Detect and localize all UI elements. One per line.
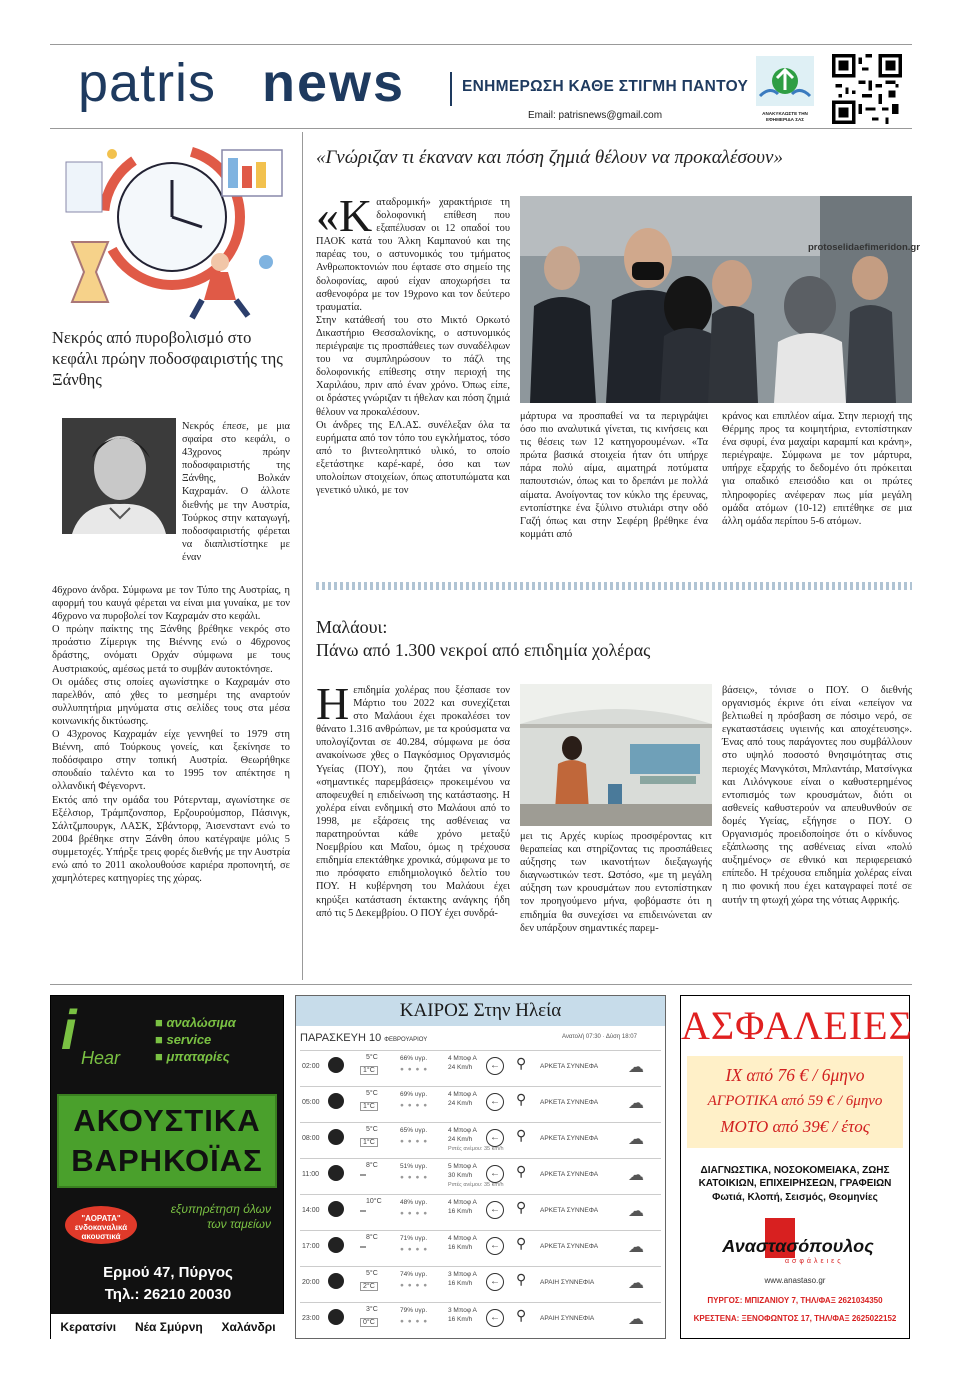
clock-icon xyxy=(328,1273,344,1289)
weather-row xyxy=(300,1158,661,1192)
ihear-logo-hear: Hear xyxy=(81,1048,121,1068)
wind-turbine-icon: ⚲ xyxy=(516,1235,527,1251)
malawi-dropcap: Η xyxy=(316,678,350,729)
ihear-line2: ΒΑΡΗΚΟΪΑΣ xyxy=(71,1143,263,1178)
weather-feels: 1°C xyxy=(360,1138,378,1147)
tagline-divider xyxy=(450,72,452,106)
weather-kmh: 24 Km/h xyxy=(448,1136,473,1143)
left-article-title[interactable]: Νεκρός από πυροβολισμό στο κεφάλι πρώην ποδοσφαιριστής της Ξάνθης xyxy=(52,328,283,389)
weather-gust: Ριπές ανέμου: 35 km/h xyxy=(448,1182,504,1188)
weather-desc: ΑΡΑΙΗ ΣΥΝΝΕΦΙΑ xyxy=(540,1279,595,1286)
weather-desc: ΑΡΚΕΤΑ ΣΥΝΝΕΦΑ xyxy=(540,1243,599,1250)
wind-turbine-icon: ⚲ xyxy=(516,1055,527,1071)
cloud-icon: ☁ xyxy=(628,1167,644,1184)
weather-box xyxy=(295,995,666,1339)
weather-row xyxy=(300,1086,661,1120)
weather-wind: 4 Μποφ Α xyxy=(448,1127,477,1134)
cloud-icon: ☁ xyxy=(628,1311,644,1328)
time-management-illustration xyxy=(52,132,292,322)
raindrops-icon: ● ● ● ● xyxy=(400,1102,429,1109)
weather-wind: 4 Μποφ Α xyxy=(448,1055,477,1062)
weather-row xyxy=(300,1194,661,1228)
weather-feels xyxy=(360,1174,366,1176)
masthead-email[interactable]: Email: patrisnews@gmail.com xyxy=(528,110,663,121)
wind-arrow-icon: ← xyxy=(486,1057,504,1075)
weather-time: 14:00 xyxy=(302,1207,320,1214)
insurance-risks: Φωτιά, Κλοπή, Σεισμός, Θεομηνίες xyxy=(712,1192,878,1203)
weather-desc: ΑΡΑΙΗ ΣΥΝΝΕΦΙΑ xyxy=(540,1315,595,1322)
weather-wind: 4 Μποφ Α xyxy=(448,1091,477,1098)
wind-arrow-icon: ← xyxy=(486,1129,504,1147)
weather-day: ΠΑΡΑΣΚΕΥΗ 10 ΦΕΒΡΟΥΑΡΙΟΥ xyxy=(300,1032,428,1044)
insurance-services: ΔΙΑΓΝΩΣΤΙΚΑ, ΝΟΣΟΚΟΜΕΙΑΚΑ, ΖΩΗΣ ΚΑΤΟΙΚΙΩΝ, ΕΠΙΧΕΙΡΗΣΕΩΝ, ΓΡΑΦΕΙΩΝ xyxy=(698,1165,892,1189)
clock-icon xyxy=(328,1201,344,1217)
cloud-icon: ☁ xyxy=(628,1275,644,1292)
clock-icon xyxy=(328,1093,344,1109)
ihear-phone[interactable]: Τηλ.: 26210 20030 xyxy=(104,1286,232,1303)
logo-patris: patris xyxy=(78,53,217,113)
insurance-brand-sub: ασφάλειες xyxy=(785,1258,844,1265)
weather-kmh: 16 Km/h xyxy=(448,1244,473,1251)
weather-temp: 5°C xyxy=(366,1270,378,1277)
weather-wind: 3 Μποφ Α xyxy=(448,1307,477,1314)
weather-humidity: 74% υγρ. xyxy=(400,1271,428,1278)
wind-arrow-icon: ← xyxy=(486,1273,504,1291)
malawi-headline[interactable] xyxy=(316,616,650,662)
insurance-title: ΑΣΦΑΛΕΙΕΣ xyxy=(681,1003,913,1048)
recycle-caption: ΑΝΑΚΥΚΛΩΣΤΕ ΤΗΝ ΕΦΗΜΕΡΙΔΑ ΣΑΣ xyxy=(762,111,808,122)
ihear-branches: Κερατσίνι Νέα Σμύρνη Χαλάνδρι xyxy=(51,1314,285,1340)
left-article-narrow-text: Νεκρός έπεσε, με μια σφαίρα στο κεφάλι, ο 43χρονος πρώην ποδοσφαιριστής της Ξάνθης, Βολκάν Καχραμάν. Ο άλλοτε διεθνής με την Αυστρία, Τούρκος στην καταγωγή, ποδοσφαιριστής φέρεται να διαπλιστίστηκε με έναν xyxy=(182,421,290,563)
arrest-photo xyxy=(520,196,912,403)
malawi-col2: μει τις Αρχές κυρίως προσφέροντας κιτ θεραπείας και στηρίζοντας τις προσπάθειες αύξησης των ικανοτήτων διεξαγωγής διαγνωστικών τεστ. Ωστόσο, «με τη μεγάλη αύξηση των κρουσμάτων που εντοπίστηκαν τον προηγούμενο μήνα, φοβόμαστε ότι η επιδημία θα συνεχίσει να επιδεινώνεται αν δεν υπάρξουν σημαντικές παρεμ- xyxy=(520,831,712,934)
clock-icon xyxy=(328,1309,344,1325)
weather-humidity: 71% υγρ. xyxy=(400,1235,428,1242)
wind-arrow-icon: ← xyxy=(486,1201,504,1219)
insurance-site[interactable]: www.anastaso.gr xyxy=(764,1276,826,1285)
ihear-badge: "ΑΟΡΑΤΑ" ενδοκαναλικά ακουστικά xyxy=(65,1206,137,1244)
wind-arrow-icon: ← xyxy=(486,1165,504,1183)
cloud-icon: ☁ xyxy=(628,1131,644,1148)
column-divider xyxy=(302,132,303,980)
weather-kmh: 30 Km/h xyxy=(448,1172,473,1179)
ihear-ad[interactable] xyxy=(50,995,284,1339)
weather-wind: 5 Μποφ Α xyxy=(448,1163,477,1170)
weather-kmh: 16 Km/h xyxy=(448,1208,473,1215)
weather-feels xyxy=(360,1246,366,1248)
weather-desc: ΑΡΚΕΤΑ ΣΥΝΝΕΦΑ xyxy=(540,1099,599,1106)
main-article-headline[interactable]: «Γνώριζαν τι έκαναν και πόση ζημιά θέλουν να προκαλέσουν» xyxy=(316,147,783,168)
weather-temp: 5°C xyxy=(366,1126,378,1133)
weather-humidity: 79% υγρ. xyxy=(400,1307,428,1314)
weather-row xyxy=(300,1050,661,1084)
cloud-icon: ☁ xyxy=(628,1095,644,1112)
wind-turbine-icon: ⚲ xyxy=(516,1091,527,1107)
qr-code-icon[interactable] xyxy=(832,54,902,124)
weather-row xyxy=(300,1122,661,1156)
masthead-tagline: ΕΝΗΜΕΡΩΣΗ ΚΑΘΕ ΣΤΙΓΜΗ ΠΑΝΤΟΥ xyxy=(462,78,749,95)
logo-news: news xyxy=(262,53,406,113)
ihear-green-panel xyxy=(57,1094,277,1188)
insurance-offers: ΙΧ από 76 € / 6μηνο ΑΓΡΟΤΙΚΑ από 59 € / 6μηνο ΜΟΤΟ από 39€ / έτος xyxy=(687,1056,903,1148)
weather-humidity: 48% υγρ. xyxy=(400,1199,428,1206)
clock-icon xyxy=(328,1057,344,1073)
raindrops-icon: ● ● ● ● xyxy=(400,1282,429,1289)
raindrops-icon: ● ● ● ● xyxy=(400,1318,429,1325)
malawi-headline-line2: Πάνω από 1.300 νεκροί από επιδημία χολέρας xyxy=(316,640,651,660)
wind-arrow-icon: ← xyxy=(486,1093,504,1111)
ihear-logo-i: i xyxy=(61,998,77,1061)
ihear-bullets: ■ αναλώσιμα ■ service ■ μπαταρίες xyxy=(155,1015,236,1064)
weather-sun-times: Ανατολή 07:30 · Δύση 18:07 xyxy=(562,1034,637,1040)
player-portrait xyxy=(62,418,176,534)
cloud-icon: ☁ xyxy=(628,1239,644,1256)
weather-kmh: 16 Km/h xyxy=(448,1280,473,1287)
weather-feels: 1°C xyxy=(360,1066,378,1075)
weather-feels: 2°C xyxy=(360,1282,378,1291)
ihear-line1: ΑΚΟΥΣΤΙΚΑ xyxy=(73,1103,261,1138)
wind-turbine-icon: ⚲ xyxy=(516,1271,527,1287)
main-article-col2: μάρτυρα να προσπαθεί να τα περιγράψει όσο πιο αναλυτικά γίνεται, τις κινήσεις και τις θέσεις των 12 κατηγορουμένων. «Τα πρώτα βασικά στοιχεία ήταν ότι υπήρχε πάρα πολύ αίμα, αιματηρά ποτύματα παπουτσιών, όπως και το δρεπάνι με πολλά αίματα. Ανοίγοντας τον κύκλο της έρευνας, εντοπίστηκε ένα ξύλινο στυλιάρι στην οδό Γαζή όπως και στην Σεφέρη βρέθηκε ένα κομμάτι από xyxy=(520,411,708,540)
weather-feels xyxy=(360,1210,366,1212)
weather-time: 23:00 xyxy=(302,1315,320,1322)
clock-icon xyxy=(328,1129,344,1145)
weather-temp: 3°C xyxy=(366,1306,378,1313)
weather-header xyxy=(296,996,665,1026)
weather-humidity: 65% υγρ. xyxy=(400,1127,428,1134)
weather-wind: 3 Μποφ Α xyxy=(448,1271,477,1278)
weather-gust: Ριπές ανέμου: 35 km/h xyxy=(448,1146,504,1152)
cloud-icon: ☁ xyxy=(628,1203,644,1220)
weather-kmh: 24 Km/h xyxy=(448,1100,473,1107)
raindrops-icon: ● ● ● ● xyxy=(400,1246,429,1253)
main-article-col1: «Κ αταδρομική» χαρακτήρισε τη δολοφονική επίθεση που εξαπέλυσαν οι 12 οπαδοί του ΠΑΟΚ κατά του Άλκη Καμπανού και της παρέας του, ο αστυνομικός του τμήματος Ανθρωποκτονιών που έφτασε στο σημείο της δολοφονίας, αφού είχαν αποχωρήσει τα ασθενοφόρα με τον 19χρονο και τον δεύτερο τραυματία. Στην κατάθεσή του στο Μικτό Ορκωτό Δικαστήριο Θεσσαλονίκης, ο αστυνομικός περιέγραψε τις προσπάθειες των συναδέλφων του να συμπληρώσουν το πάζλ της δολοφονικής επίθεσης στην περιοχή της Χαριλάου, πριν από έναν χρόνο. Όπως είπε, οι δράστες γνώριζαν τι ήθελαν και πόση ζημιά θέλουν να προκαλέσουν. Οι άνδρες της ΕΛ.ΑΣ. συνέλεξαν όλα τα ευρήματα από τον τόπο του εγκλήματος, τόσο από το βιντεοληπτικό υλικό, το οποίο εξετάστηκε καρέ-καρέ, όσο και των υπολοίπων στοιχείων, όπως αποτυπώματα και γενετικό υλικό, με τον xyxy=(316,190,510,497)
weather-time: 08:00 xyxy=(302,1135,320,1142)
weather-humidity: 66% υγρ. xyxy=(400,1055,428,1062)
insurance-address-1: ΠΥΡΓΟΣ: ΜΠΙΖΑΝΙΟΥ 7, ΤΗΛ/ΦΑΞ 2621034350 xyxy=(707,1296,883,1305)
main-article-col3: κράνος και επιπλέον αίμα. Στην περιοχή της Θέρμης προς τα κοιμητήρια, εντοπίστηκαν ένα σφυρί, ένα μαχαίρι καραμπί και κράνη», περιέγραψε. Σύμφωνα με τον μάρτυρα, υπήρχε εξαρχής το δεδομένο ότι πρόκειται για οπαδικό επεισόδιο και οι πρώτες πληροφορίες ανέφεραν πως μία μεγάλη ομάδα ατόμων (10-12) επιτέθηκε σε μια άλλη ομάδα περίπου 5-6 ατόμων. xyxy=(722,411,912,527)
weather-time: 02:00 xyxy=(302,1063,320,1070)
raindrops-icon: ● ● ● ● xyxy=(400,1138,429,1145)
wind-arrow-icon: ← xyxy=(486,1237,504,1255)
raindrops-icon: ● ● ● ● xyxy=(400,1174,429,1181)
insurance-address-2: ΚΡΕΣΤΕΝΑ: ΞΕΝΟΦΩΝΤΟΣ 17, ΤΗΛ/ΦΑΞ 2625022152 xyxy=(693,1314,897,1323)
weather-time: 05:00 xyxy=(302,1099,320,1106)
weather-feels: 1°C xyxy=(360,1102,378,1111)
malawi-headline-line1: Μαλάουι: xyxy=(316,617,388,637)
masthead-bottom-rule xyxy=(50,128,912,129)
weather-time: 11:00 xyxy=(302,1171,319,1178)
insurance-brand: Αναστασόπουλος xyxy=(722,1236,874,1256)
weather-row xyxy=(300,1230,661,1264)
clock-icon xyxy=(328,1237,344,1253)
wind-turbine-icon: ⚲ xyxy=(516,1199,527,1215)
weather-row xyxy=(300,1266,661,1300)
weather-time: 17:00 xyxy=(302,1243,320,1250)
section-divider xyxy=(316,582,912,590)
weather-wind: 4 Μποφ Α xyxy=(448,1199,477,1206)
weather-desc: ΑΡΚΕΤΑ ΣΥΝΝΕΦΑ xyxy=(540,1171,599,1178)
watermark: protoselidaefimeridon.gr xyxy=(808,242,920,253)
wind-turbine-icon: ⚲ xyxy=(516,1163,527,1179)
wind-turbine-icon: ⚲ xyxy=(516,1127,527,1143)
left-article-body: 46χρονο άνδρα. Σύμφωνα με τον Τύπο της Αυστρίας, η αφορμή του καυγά φέρεται να είναι μια γυναίκα, με τον 46χρονο να πυροβολεί τον Καχραμάν στο κεφάλι. Ο πρώην παίκτης της Ξάνθης βρέθηκε νεκρός στο προάστιο Ζίμεριγκ της Βιέννης ενώ ο 46χρονος δράστης, ονόματι Ορχάν σύμφωνα με τους Αυστριακούς, αμέσως μετά το συμβάν αυτοκτόνησε. Οι ομάδες στις οποίες αγωνίστηκε ο Καχραμάν στο παρελθόν, από χθες το μεσημέρι της αναρτούν συλλυπητήρια μηνύματα στις σελίδες τους στα μέσα κοινωνικής δικτύωσης. Ο 43χρονος Καχραμάν είχε γεννηθεί το 1979 στη Βιέννη, από Τούρκους γονείς, και ξεκίνησε το ποδόσφαιρο στην τοπική Αυστρία. Θεωρήθηκε σπουδαίο ταλέντο και το 1995 τον απέκτησε η ολλανδική Φέγενορντ. Εκτός από την ομάδα του Ρότερνταμ, αγωνίστηκε σε Εξέλσιορ, Τράμπζονσπορ, Ερζουρούμσπορ, Πάσινγκ, Σάλτζμπουργκ, ΛΑΣΚ, Σβάντορφ, Άισενσταντ ενώ το 2004 βρέθηκε στην Ξάνθη όπου κατέγραψε μόλις 5 συμμετοχές. Υπήρξε τρεις φορές διεθνής με την Αυστρία ενώ από το 2011 ακολουθούσε καριέρα προπονητή, σε χαμηλότερες κατηγορίες της χώρας. xyxy=(52,585,290,885)
weather-temp: 10°C xyxy=(366,1198,382,1205)
ihear-service-note: εξυπηρέτηση όλων των ταμείων xyxy=(170,1202,271,1231)
weather-wind: 4 Μποφ Α xyxy=(448,1235,477,1242)
cloud-icon: ☁ xyxy=(628,1059,644,1076)
ihear-address: Ερμού 47, Πύργος xyxy=(103,1264,233,1281)
ads-top-rule xyxy=(50,984,912,985)
cholera-tent-photo xyxy=(520,684,712,826)
malawi-col1: Η επιδημία χολέρας που ξέσπασε τον Μάρτιο του 2022 και συνεχίζεται στο Μαλάουι έχει προκαλέσει τον θάνατο 1.316 ανθρώπων, με τα κρούσματα να υπολογίζονται σε 40.284, σύμφωνα με όσα ανακοίνωσε χθες ο Παγκόσμιος Οργανισμός Υγείας (ΠΟΥ), που ζητάει να γίνουν «σημαντικές παρεμβάσεις» προκειμένου να αποφευχθεί η επιδείνωση της κατάστασης. Η χολέρα είναι ενδημική στο Μαλάουι από το 1998, με εξάρσεις της ασθένειας να παρατηρούνται κάθε χρόνο μεταξύ Νοεμβρίου και Μαΐου, όμως η τρέχουσα επιδημία επεκτάθηκε χρονικά, σύμφωνα με το πιο πρόσφατο επιδημιολογικό δελτίο του ΠΟΥ. Η κυβέρνηση του Μαλάουι έχει κηρύξει κατάσταση έκτακτης ανάγκης ήδη από τις 5 Δεκεμβρίου. Ο ΠΟΥ έχει συνδρά- xyxy=(316,678,510,919)
weather-temp: 5°C xyxy=(366,1054,378,1061)
wind-arrow-icon: ← xyxy=(486,1309,504,1327)
weather-row xyxy=(300,1302,661,1336)
raindrops-icon: ● ● ● ● xyxy=(400,1210,429,1217)
recycle-icon xyxy=(756,56,814,120)
raindrops-icon: ● ● ● ● xyxy=(400,1066,429,1073)
main-dropcap: «Κ xyxy=(316,190,373,241)
weather-desc: ΑΡΚΕΤΑ ΣΥΝΝΕΦΑ xyxy=(540,1207,599,1214)
weather-feels: 0°C xyxy=(360,1318,378,1327)
weather-title: ΚΑΙΡΟΣ Στην Ηλεία xyxy=(399,1000,562,1021)
weather-desc: ΑΡΚΕΤΑ ΣΥΝΝΕΦΑ xyxy=(540,1135,599,1142)
weather-temp: 8°C xyxy=(366,1162,378,1169)
weather-humidity: 51% υγρ. xyxy=(400,1163,428,1170)
weather-temp: 5°C xyxy=(366,1090,378,1097)
wind-turbine-icon: ⚲ xyxy=(516,1307,527,1323)
weather-kmh: 16 Km/h xyxy=(448,1316,473,1323)
weather-desc: ΑΡΚΕΤΑ ΣΥΝΝΕΦΑ xyxy=(540,1063,599,1070)
weather-time: 20:00 xyxy=(302,1279,320,1286)
top-rule xyxy=(50,44,912,45)
weather-humidity: 69% υγρ. xyxy=(400,1091,428,1098)
weather-kmh: 24 Km/h xyxy=(448,1064,473,1071)
weather-temp: 8°C xyxy=(366,1234,378,1241)
insurance-ad[interactable] xyxy=(680,995,913,1339)
clock-icon xyxy=(328,1165,344,1181)
malawi-col3: βάσεις», τόνισε ο ΠΟΥ. Ο διεθνής οργανισμός έκρινε ότι είναι «επείγον να βελτιωθεί η πρόσβαση σε πόσιμο νερό, σε εγκαταστάσεις υγιεινής και αποχέτευσης». Ένας από τους παράγοντες που συμβάλλουν στο υψηλό ποσοστό θνησιμότητας στις περιοχές Μανγκότσι, Μπλαντάιρ, Ματσίνγκα και Λιλόνγκουε είναι ο καθυστερημένος εντοπισμός των κρουσμάτων, διότι οι ασθενείς καθυστερούν να απευθυνθούν σε δομές Υγείας, εξήγησε ο ΠΟΥ. Ο Οργανισμός προειδοποίησε ότι ο κίνδυνος εξάπλωσης της ασθένειας είναι «πολύ αυξημένος» σε εθνικό και περιφερειακό επίπεδο. Η τρέχουσα επιδημία χολέρας είναι η πιο φονική που έχει καταγραφεί ποτέ σε αυτήν τη φτωχή χώρα της νότιας Αφρικής. xyxy=(722,685,913,906)
